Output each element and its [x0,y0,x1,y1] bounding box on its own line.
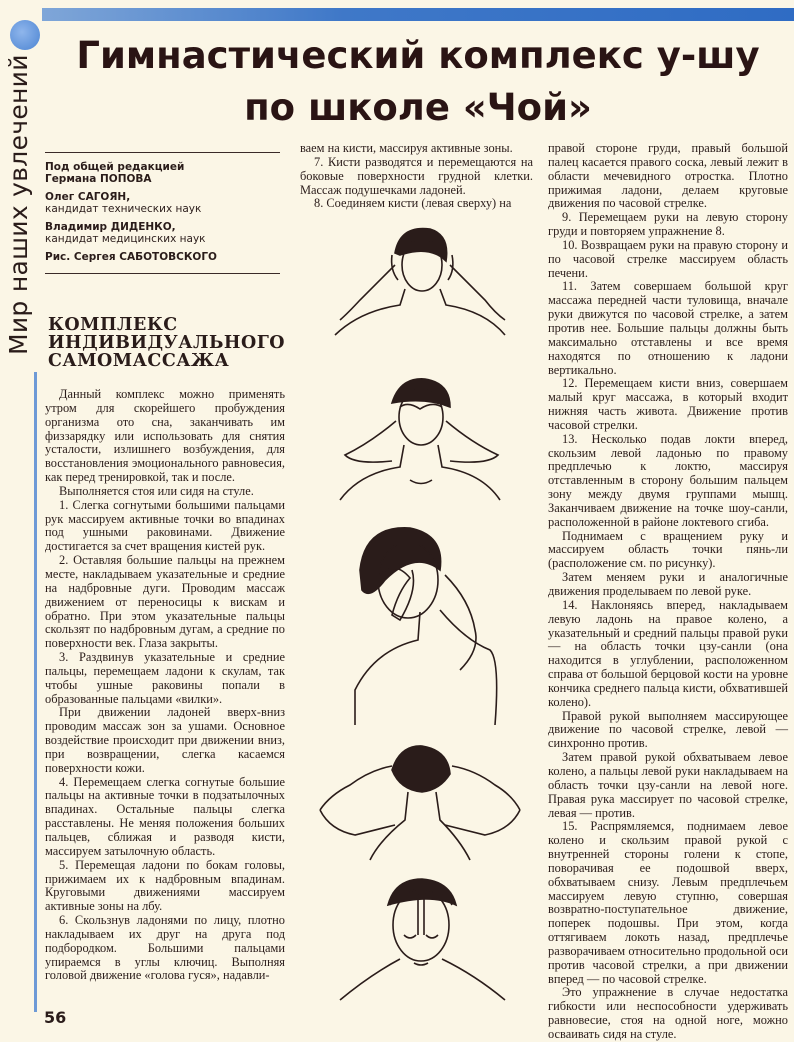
paragraph: 8. Соединяем кисти (левая сверху) на [314,196,512,211]
paragraph: 5. Перемещая ладони по бокам головы, прижимаем их к надбровным впадинам. Круговыми движениями массируем активные зоны на лбу. [45,857,285,914]
illustration-figure-5 [300,875,535,1005]
section-heading [48,316,285,370]
paragraph: При движении ладоней вверх-вниз проводим массаж зон за ушами. Основное воздействие происходит при движении вниз, при возвращении, слегка касаемся поверхности кожи. [45,705,285,775]
paragraph: 2. Оставляя большие пальцы на прежнем месте, накладываем указательные и средние на надбровные дуги. Проводим массаж движением от переносицы к вискам и обратно. При этом указательные пальцы скользят по надбровным дугам, а средние по поверхности век. Глаза закрыты. [45,553,285,651]
section-heading-line: ИНДИВИДУАЛЬНОГО [48,333,286,353]
paragraph: ваем на кисти, массируя активные зоны. [300,141,513,155]
paragraph: Затем правой рукой обхватываем левое колено, а пальцы левой руки накладываем на область точки цзу-санли на левой ноге. Правая рука массирует по часовой стрелке, левая — против. [548,750,788,820]
paragraph: 14. Наклоняясь вперед, накладываем левую ладонь на правое колено, а указательный и средний пальцы правой руки — на область точки цзу-санли (она находится в углублении, расположенном справа от большой берцовой кости на уровне кончика среднего пальца кисти, обхватившей колено). [548,597,788,709]
paragraph: 6. Скользнув ладонями по лицу, плотно накладываем их друг на друга под подбородком. Большими пальцами упираемся в углы ключиц. Выполняя головой движение «голова гуся», надавли- [45,913,285,983]
illustration-figure-4 [300,740,535,865]
section-heading-line: КОМПЛЕКС [48,315,178,335]
author1-title: кандидат технических наук [45,203,202,215]
credits-block [45,152,280,274]
paragraph: 10. Возвращаем руки на правую сторону и по часовой стрелке массируем область печени. [548,237,788,280]
illustration-figure-3 [300,520,535,730]
rubric-divider [34,372,37,1012]
paragraph: Правой рукой выполняем массирующее движение по часовой стрелке, левой — синхронно против. [548,708,788,751]
editor-name: Германа ПОПОВА [45,173,152,185]
left-column [45,388,285,983]
article-title-line1: Гимнастический комплекс у-шу [76,34,760,77]
rubric-dot-icon [10,20,40,50]
paragraph: Данный комплекс можно применять утром для скорейшего пробуждения организма ото сна, заканчивать им физзарядку или использовать для снятия усталости, излишнего возбуждения, для восстановления эмоционального равновесия, как перед тренировкой, так и после. [45,387,285,485]
author2-name: Владимир ДИДЕНКО, [45,221,176,233]
paragraph: 15. Распрямляемся, поднимаем левое колено и скользим правой рукой с внутренней стороны голени к стопе, поворачивая ее подошвой вверх, обхватываем снизу. Левым предплечьем массируем левую ступню, совершая возвратно-поступательное движение, поперек подошвы. При этом, когда оттягиваем локоть назад, предплечье разворачиваем относительно продольной оси против часовой стрелки, а при движении вперед — по часовой стрелке. [548,819,788,986]
author2-title: кандидат медицинских наук [45,233,206,245]
middle-column [300,142,533,211]
paragraph: 1. Слегка согнутыми большими пальцами рук массируем активные точки во впадинах под ушными раковинами. Движение достигается за счет вращения кистей рук. [45,497,285,554]
paragraph: Это упражнение в случае недостатка гибкости или неспособности удерживать равновесие, стоя на одной ноге, можно осваивать сидя на стуле. [548,985,788,1041]
paragraph: 11. Затем совершаем большой круг массажа передней части туловища, вначале руки движутся по часовой стрелке, а затем против нее. Большие пальцы должны быть максимально отставлены и все время находятся по отношению к ладони вертикально. [548,279,788,377]
right-column [548,142,788,1042]
header-color-bar [42,8,794,21]
illustrator-credit: Рис. Сергея САБОТОВСКОГО [45,251,217,263]
article-title-line2: по школе «Чой» [244,86,592,129]
paragraph: 7. Кисти разводятся и перемещаются на боковые поверхности грудной клетки. Массаж подушечками ладоней. [300,154,533,197]
paragraph: 13. Несколько подав локти вперед, скользим левой ладонью по правому предплечью к локтю, массируя отставленным в сторону большим пальцем зону между двумя группами мышц. Заканчиваем движение на точке шоу-санли, расположенной в районе локтевого сгиба. [548,431,788,529]
section-heading-line: САМОМАССАЖА [48,351,230,371]
rubric-label: Мир наших увлечений [4,54,33,355]
illustration-figure-1 [300,225,535,340]
paragraph: 4. Перемещаем слегка согнутые большие пальцы на активные точки в подзатылочных впадинах. Остальные пальцы слегка расставлены. Не меняя положения больших пальцев, сближая и разводя кисти, массируем затылочную область. [45,774,285,858]
editor-label: Под общей редакцией [45,161,185,173]
illustration-figure-2 [300,375,535,510]
page-number: 56 [44,1008,67,1027]
paragraph: правой стороне груди, правый большой палец касается правого соска, левый лежит в области мечевидного отростка. Плотно прижимая ладони, делаем круговые движения по часовой стрелке. [548,141,788,211]
paragraph: Поднимаем с вращением руку и массируем область точки пянь-ли (расположение см. по рисунку). [548,528,788,571]
paragraph: 12. Перемещаем кисти вниз, совершаем малый круг массажа, в который входит нижняя часть живота. Движение против часовой стрелки. [548,376,788,432]
paragraph: Выполняется стоя или сидя на стуле. [59,483,254,498]
paragraph: Затем меняем руки и аналогичные движения проделываем по левой руке. [548,570,788,598]
paragraph: 9. Перемещаем руки на левую сторону груди и повторяем упражнение 8. [548,210,788,239]
author1-name: Олег САГОЯН, [45,191,131,203]
paragraph: 3. Раздвинув указательные и средние пальцы, перемещаем ладони к скулам, так чтобы ушные раковины попали в образованные пальцами «вилки». [45,650,285,706]
